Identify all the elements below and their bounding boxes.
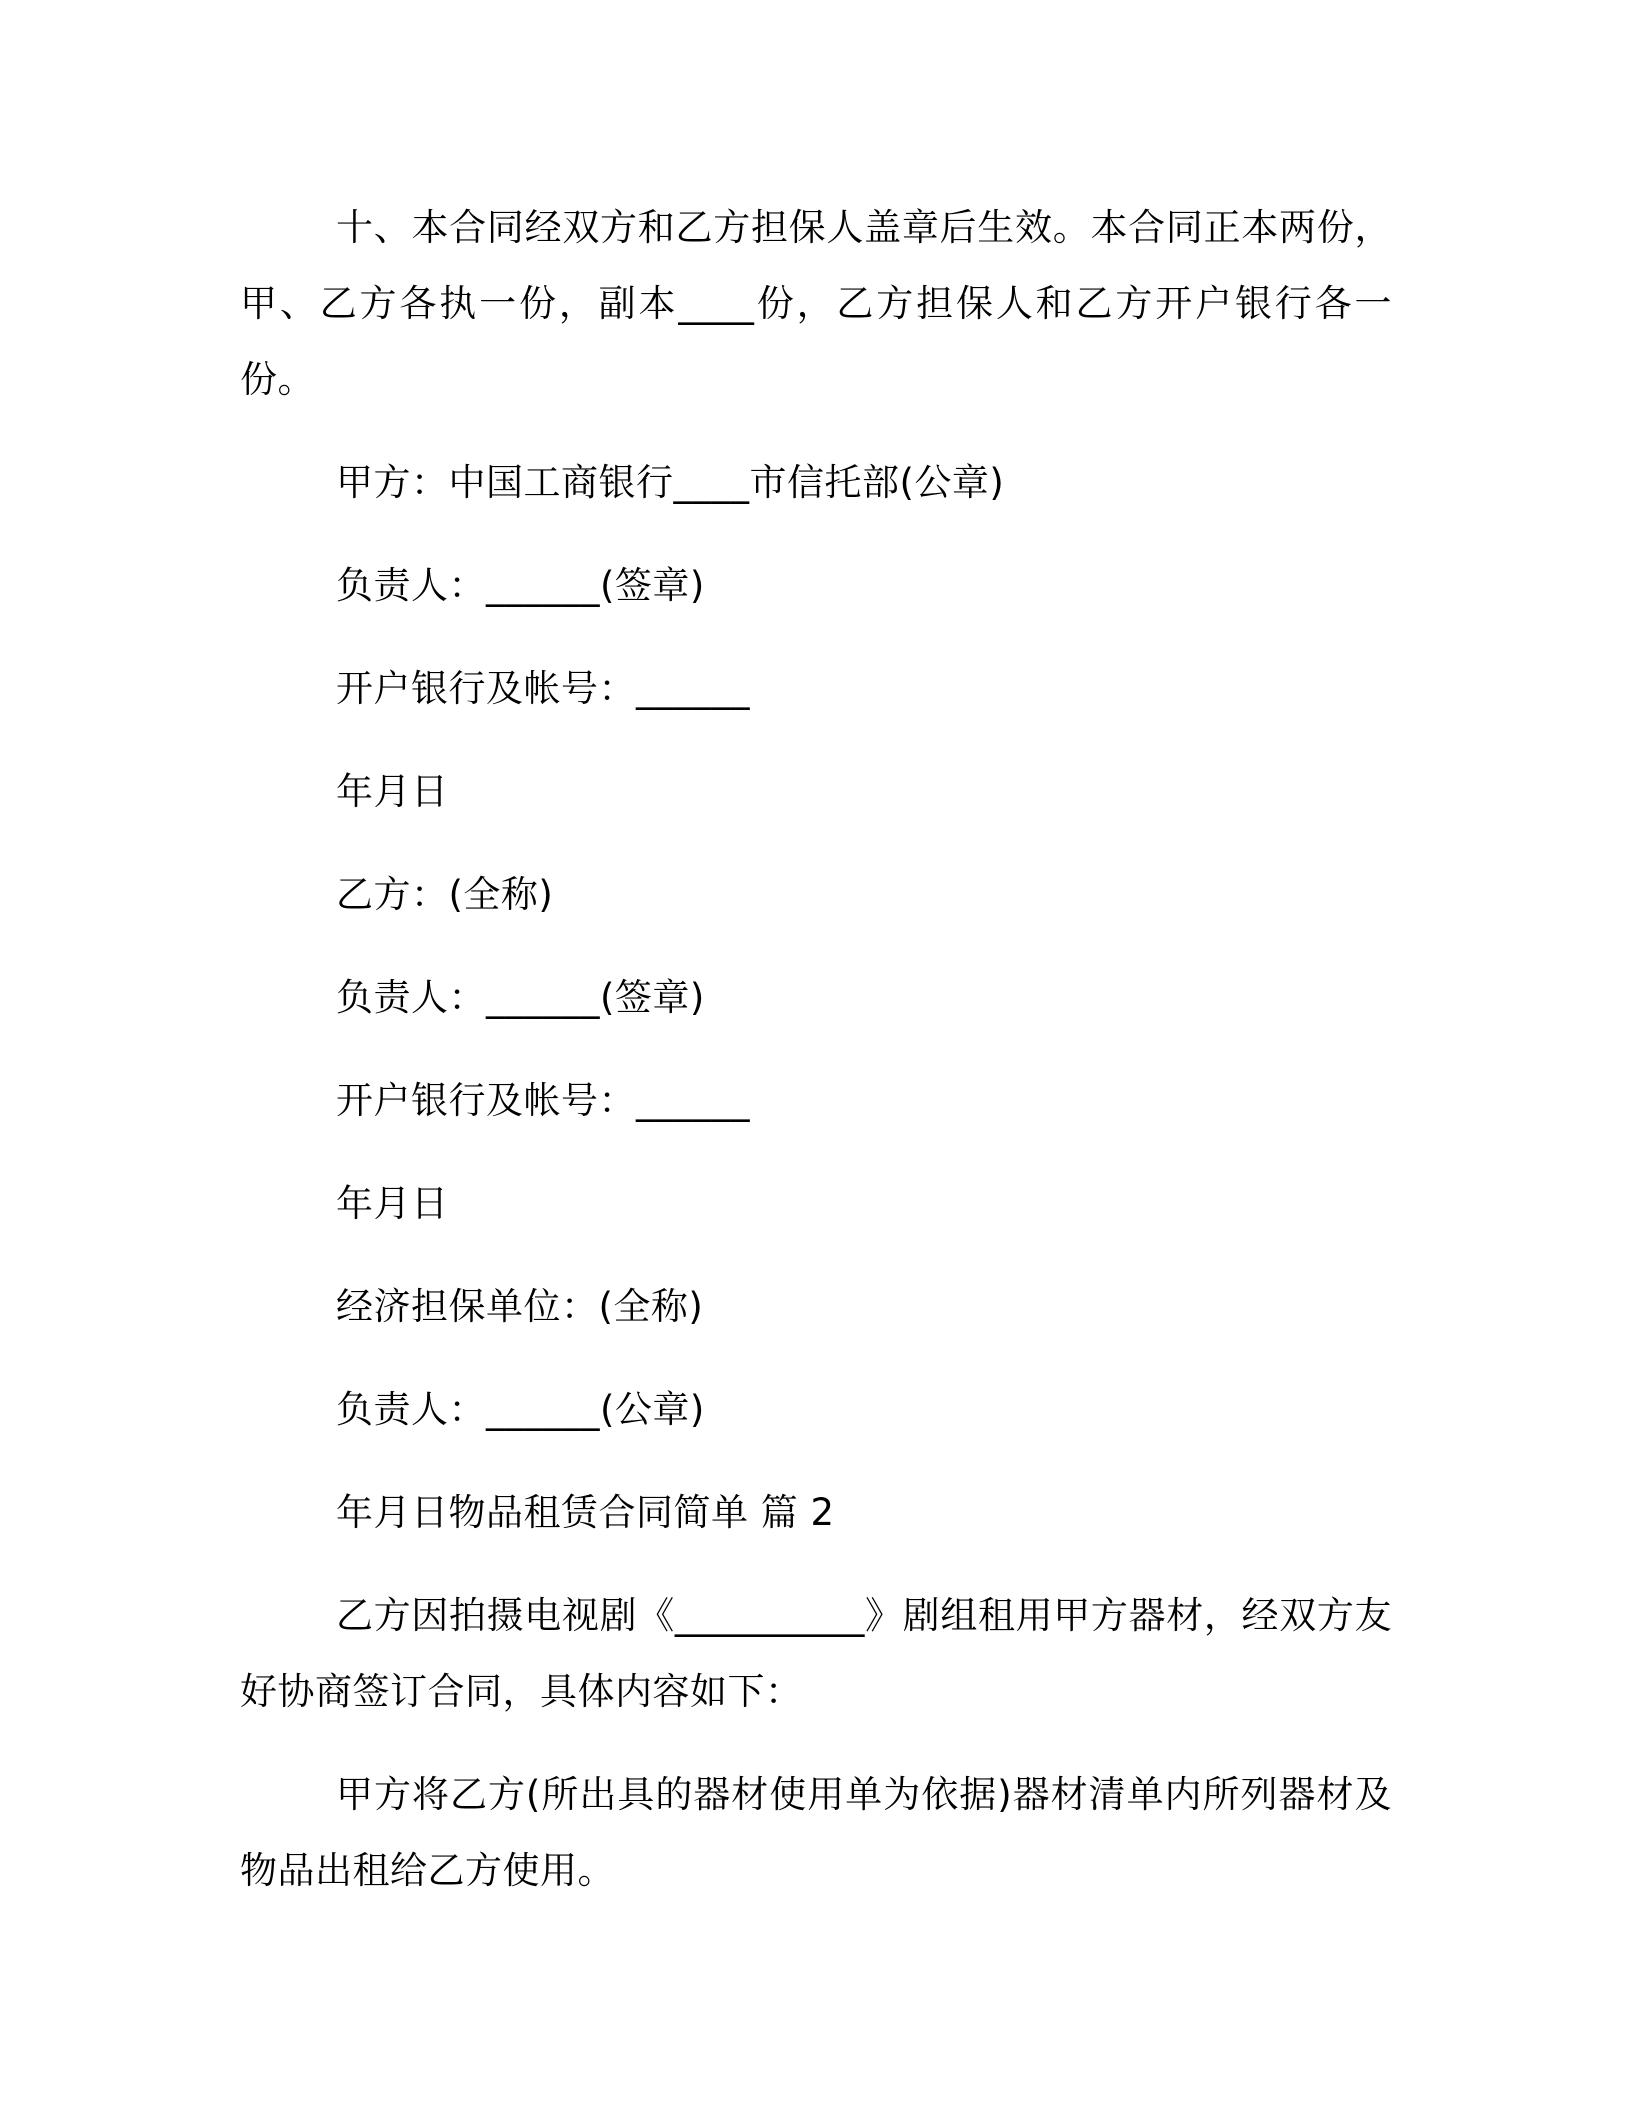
document-body (240, 190, 1392, 1936)
section-heading: 年月日物品租赁合同简单 篇 2 (336, 1491, 835, 1534)
party-b-responsible-line: 负责人：______(签章) (336, 976, 705, 1019)
party-a-bank-account-line: 开户银行及帐号：______ (336, 667, 750, 710)
party-a-line: 甲方：中国工商银行____市信托部(公章) (336, 461, 1005, 504)
party-b-date-line: 年月日 (336, 1182, 449, 1225)
party-b-bank-account-line: 开户银行及帐号：______ (336, 1079, 750, 1122)
party-a-responsible-line: 负责人：______(签章) (336, 564, 705, 607)
guarantor-line: 经济担保单位：(全称) (336, 1285, 704, 1328)
party-a-date-line: 年月日 (336, 770, 449, 813)
guarantor-responsible-line: 负责人：______(公章) (336, 1388, 705, 1431)
rental-clause-paragraph: 甲方将乙方(所出具的器材使用单为依据)器材清单内所列器材及物品出租给乙方使用。 (240, 1773, 1392, 1892)
clause-ten-paragraph: 十、本合同经双方和乙方担保人盖章后生效。本合同正本两份，甲、乙方各执一份，副本____份，乙方担保人和乙方开户银行各一份。 (240, 206, 1392, 401)
intro-paragraph: 乙方因拍摄电视剧《__________》剧组租用甲方器材，经双方友好协商签订合同，具体内容如下： (240, 1594, 1392, 1713)
party-b-line: 乙方：(全称) (336, 873, 554, 916)
